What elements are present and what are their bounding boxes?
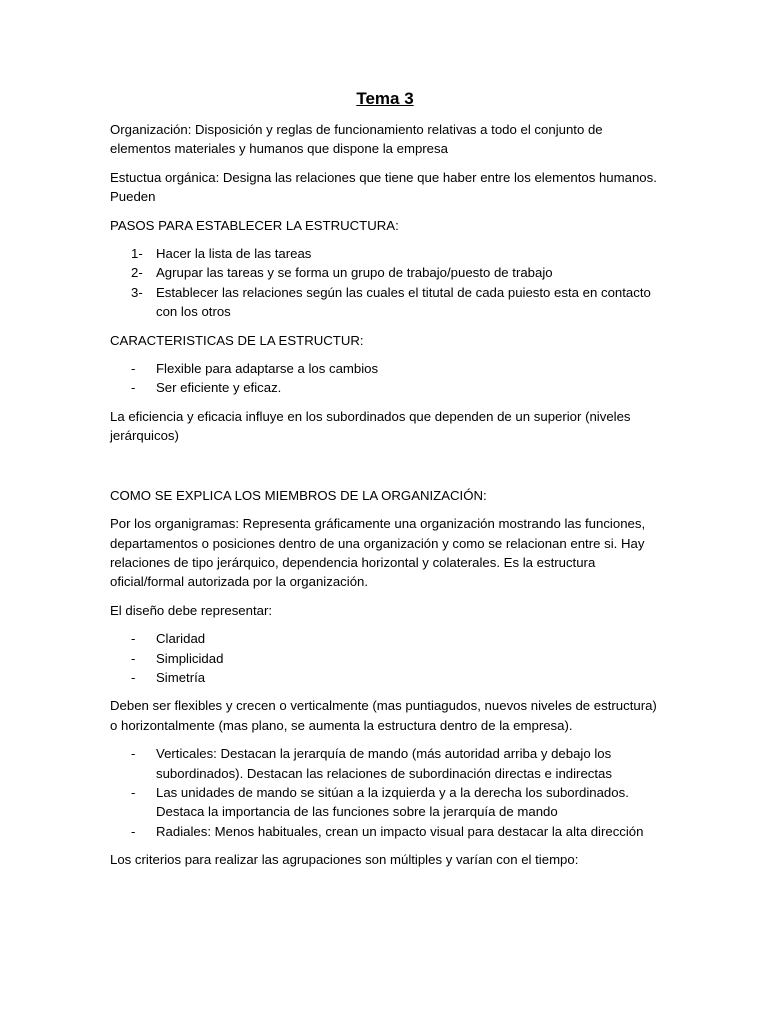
list-marker: - [131, 361, 136, 377]
list-item [110, 744, 660, 783]
list-item [110, 378, 660, 397]
list-item-text: Simetría [156, 669, 206, 685]
list-marker: - [131, 631, 136, 647]
list-item [110, 649, 660, 668]
list-item [110, 263, 660, 282]
pasos-list [110, 244, 660, 322]
list-marker: 1- [131, 246, 143, 262]
list-item [110, 783, 660, 822]
heading-pasos: PASOS PARA ESTABLECER LA ESTRUCTURA: [110, 217, 399, 233]
paragraph-organigramas: Por los organigramas: Representa gráficamente una organización mostrando las funciones, departamentos o posiciones dentro de una organización y como se relacionan entre si. Hay relaciones de tipo jerárquico, dependencia horizontal y colaterales. Es la estructura oficial/formal autorizada por la organización. [110, 516, 646, 590]
paragraph-eficiencia: La eficiencia y eficacia influye en los subordinados que dependen de un superior (niveles jerárquicos) [110, 408, 631, 444]
heading-caracteristicas: CARACTERISTICAS DE LA ESTRUCTUR: [110, 332, 364, 348]
list-item-text: Radiales: Menos habituales, crean un impacto visual para destacar la alta dirección [156, 823, 644, 839]
paragraph-diseno: El diseño debe representar: [110, 602, 273, 618]
list-item [110, 244, 660, 263]
list-marker: - [131, 784, 136, 800]
blank-line [110, 455, 660, 486]
list-marker: - [131, 746, 136, 762]
list-item [110, 822, 660, 841]
list-item [110, 629, 660, 648]
list-item-text: Flexible para adaptarse a los cambios [156, 361, 379, 377]
list-marker: - [131, 380, 136, 396]
paragraph-flexibles: Deben ser flexibles y crecen o verticalmente (mas puntiagudos, nuevos niveles de estructura) o horizontalmente (mas plano, se aumenta la estructura dentro de la empresa). [110, 698, 657, 733]
paragraph-estructura-organica: Estuctua orgánica: Designa las relaciones que tiene que haber entre los elementos humanos. Pueden [110, 169, 657, 205]
list-marker: - [131, 823, 136, 839]
list-item-text: Las unidades de mando se sitúan a la izquierda y a la derecha los subordinados. Destaca la importancia de las funciones sobre la jerarquía de mando [156, 784, 629, 820]
list-item-text: Agrupar las tareas y se forma un grupo de trabajo/puesto de trabajo [156, 265, 553, 281]
list-item [110, 668, 660, 687]
caracteristicas-list [110, 359, 660, 398]
list-item-text: Simplicidad [156, 650, 224, 666]
list-item-text: Hacer la lista de las tareas [156, 246, 312, 262]
list-marker: 3- [131, 284, 143, 300]
list-item-text: Claridad [156, 631, 206, 647]
diseno-list [110, 629, 660, 687]
page-title: Tema 3 [356, 89, 414, 108]
document-body [110, 88, 660, 879]
tipos-list [110, 744, 660, 841]
list-item-text: Verticales: Destacan la jerarquía de mando (más autoridad arriba y debajo los subordinados). Destacan las relaciones de subordinación directas e indirectas [156, 746, 612, 781]
list-marker: - [131, 669, 136, 685]
list-item-text: Ser eficiente y eficaz. [156, 380, 282, 396]
list-item-text: Establecer las relaciones según las cuales el titutal de cada puiesto esta en contacto con los otros [156, 284, 651, 320]
list-item [110, 359, 660, 378]
list-marker: - [131, 650, 136, 666]
list-item [110, 283, 660, 322]
heading-miembros: COMO SE EXPLICA LOS MIEMBROS DE LA ORGANIZACIÓN: [110, 487, 487, 503]
paragraph-organizacion: Organización: Disposición y reglas de funcionamiento relativas a todo el conjunto de elementos materiales y humanos que dispone la empresa [110, 122, 603, 157]
list-marker: 2- [131, 265, 143, 281]
paragraph-criterios: Los criterios para realizar las agrupaciones son múltiples y varían con el tiempo: [110, 852, 579, 868]
